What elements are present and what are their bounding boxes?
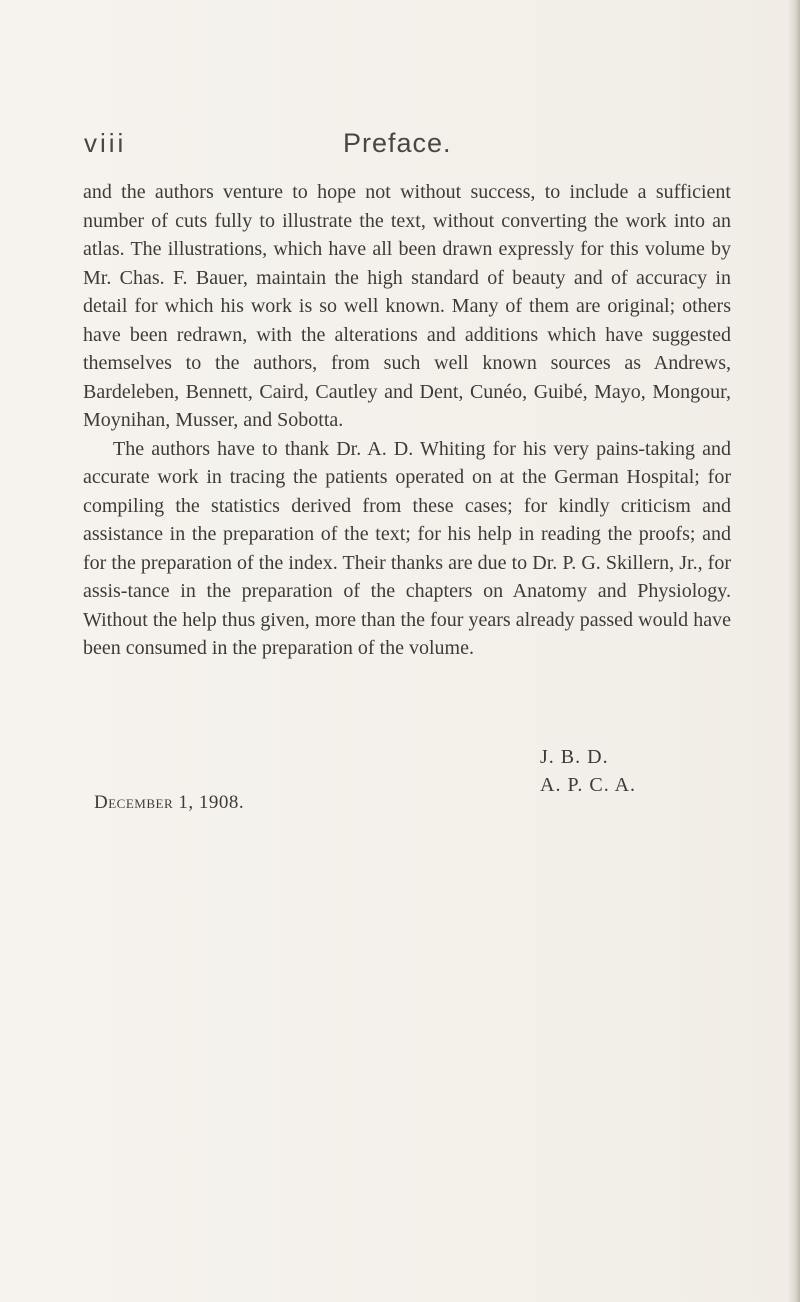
paragraph-acknowledgements: The authors have to thank Dr. A. D. Whiting for his very pains-taking and accurate work in tracing the patients operated on at the German Hospital; for compiling the statistics derived from these cases; for kindly criticism and assistance in the preparation of the text; for his help in reading the proofs; and for the preparation of the index. Their thanks are due to Dr. P. G. Skillern, Jr., for assis-tance in the preparation of the chapters on Anatomy and Physiology. Without the help thus given, more than the four years already passed would have been consumed in the preparation of the volume. [83, 437, 731, 659]
page-number: viii [84, 128, 127, 158]
page-edge-shadow [788, 0, 800, 1302]
signature-initials-1: J. B. D. [540, 746, 609, 768]
preface-body [83, 178, 731, 663]
signature-initials-2: A. P. C. A. [540, 774, 637, 796]
date-line: December 1, 1908. [94, 792, 245, 813]
page-header [84, 128, 734, 168]
running-title: Preface. [343, 128, 452, 158]
paragraph-continuation: and the authors venture to hope not without success, to include a sufficient number of cuts fully to illustrate the text, without converting the work into an atlas. The illustrations, which have all been drawn expressly for this volume by Mr. Chas. F. Bauer, maintain the high standard of beauty and of accuracy in detail for which his work is so well known. Many of them are original; others have been redrawn, with the alterations and additions which have suggested themselves to the authors, from such well known sources as Andrews, Bardeleben, Bennett, Caird, Cautley and Dent, Cunéo, Guibé, Mayo, Mongour, Moynihan, Musser, and Sobotta. [83, 181, 731, 431]
